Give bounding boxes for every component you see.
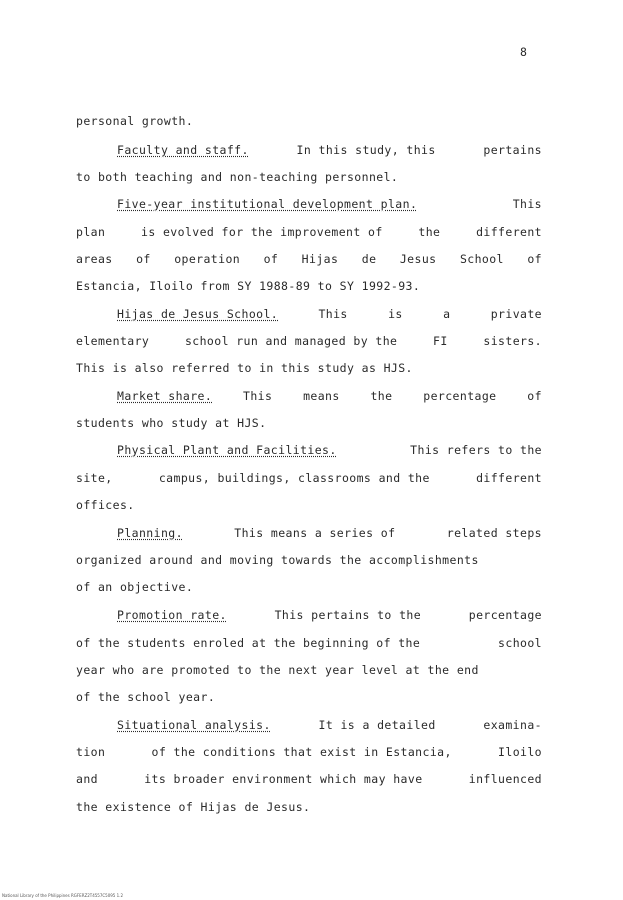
text-line: and its broader environment which may have influenced [76,772,542,786]
page-number: 8 [520,45,528,59]
text-line: organized around and moving towards the accomplishments [76,553,479,567]
text-line: plan is evolved for the improvement of the different [76,225,542,239]
term-physical-plant: Physical Plant and Facilities. [117,443,337,457]
text-line: areas of operation of Hijas de Jesus School of [76,252,542,266]
text-line: offices. [76,498,135,512]
term-faculty-and-staff: Faculty and staff. [117,143,249,157]
text-line: year who are promoted to the next year level at the end [76,663,479,677]
text-line: site, campus, buildings, classrooms and the different [76,471,542,485]
definition-line: Physical Plant and Facilities. This refers to the [117,443,542,457]
scan-footer: National Library of the Philippines RGFERZ2T4557C5095 1.2 [2,893,123,898]
text-line: This is also referred to in this study as HJS. [76,361,413,375]
text-line: students who study at HJS. [76,416,267,430]
definition-line: Planning. This means a series of related steps [117,526,542,540]
term-hijas-de-jesus-school: Hijas de Jesus School. [117,307,279,321]
term-situational-analysis: Situational analysis. [117,718,271,732]
term-promotion-rate: Promotion rate. [117,608,227,622]
definition-line: Market share. This means the percentage of [117,389,542,403]
definition-line: Five-year institutional development plan. This [117,197,542,211]
text-line: the existence of Hijas de Jesus. [76,800,311,814]
text-line: of an objective. [76,580,194,594]
text-line: Estancia, Iloilo from SY 1988-89 to SY 1992-93. [76,279,421,293]
definition-line: Faculty and staff. In this study, this pertains [117,143,542,157]
term-five-year-plan: Five-year institutional development plan. [117,197,418,211]
text-line: elementary school run and managed by the FI sisters. [76,334,542,348]
definition-line: Situational analysis. It is a detailed examina- [117,718,542,732]
term-market-share: Market share. [117,389,213,403]
text-line: of the students enroled at the beginning of the school [76,636,542,650]
term-planning: Planning. [117,526,183,540]
text-line: of the school year. [76,690,216,704]
definition-line: Hijas de Jesus School. This is a private [117,307,542,321]
definition-line: Promotion rate. This pertains to the percentage [117,608,542,622]
text-line: tion of the conditions that exist in Estancia, Iloilo [76,745,542,759]
text-line: personal growth. [76,114,194,128]
text-line: to both teaching and non-teaching personnel. [76,170,399,184]
